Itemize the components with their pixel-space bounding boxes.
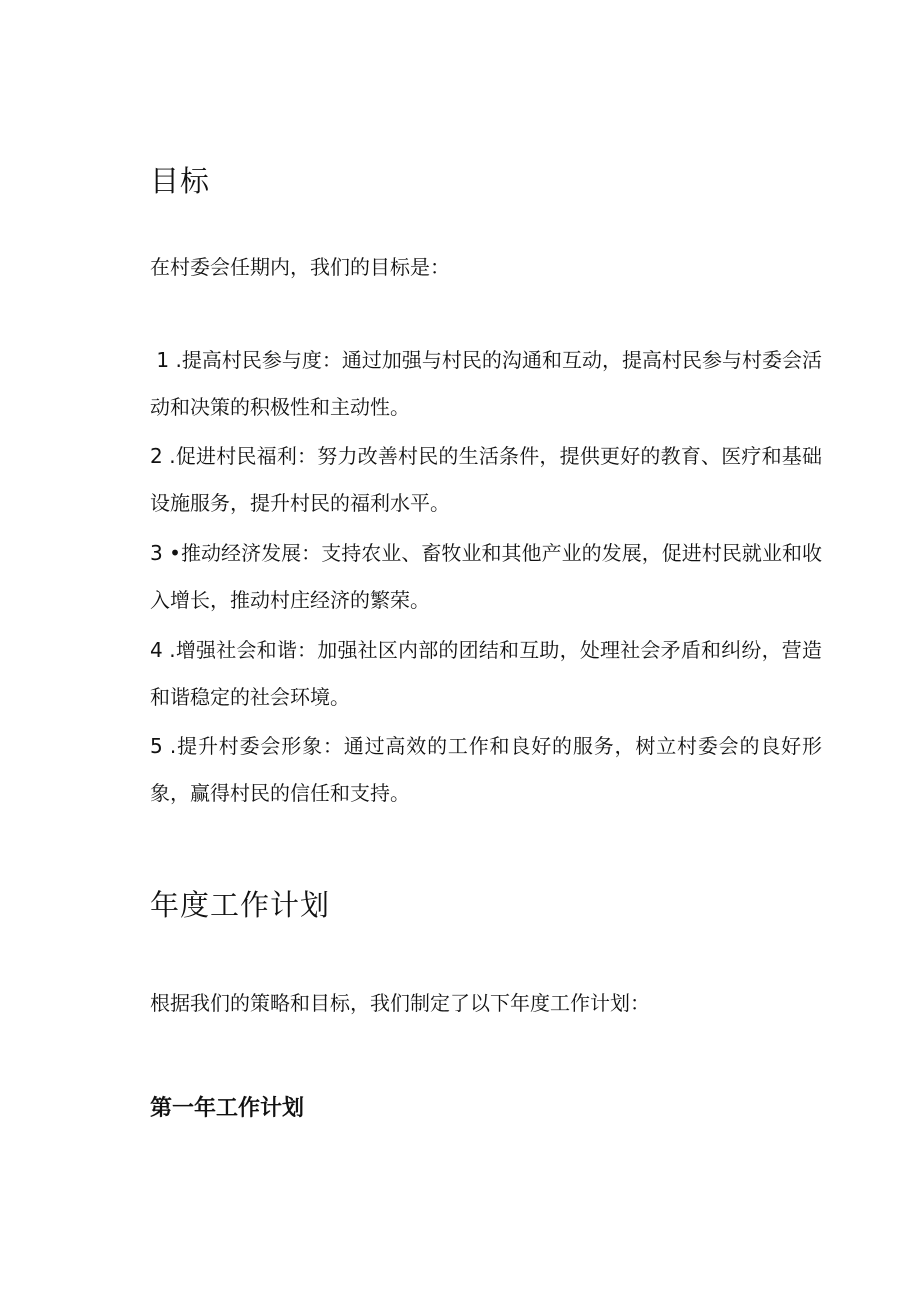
goal-item-1-sep: .: [169, 348, 182, 372]
goal-item-3-sep: •: [162, 541, 181, 565]
goal-item-5: [150, 723, 822, 817]
goal-item-5-sep: .: [162, 734, 177, 758]
goal-item-5-marker: 5: [150, 734, 163, 758]
goal-item-4-text: 增强社会和谐：加强社区内部的团结和互助，处理社会矛盾和纠纷，营造和谐稳定的社会环境。: [150, 638, 823, 709]
heading-annual-plan: 年度工作计划: [150, 888, 331, 922]
heading-first-year-plan: 第一年工作计划: [150, 1096, 305, 1121]
goal-item-5-text: 提升村委会形象：通过高效的工作和良好的服务，树立村委会的良好形象，赢得村民的信任和支持。: [150, 734, 822, 805]
goal-item-4-marker: 4: [150, 638, 163, 662]
goal-item-2-sep: .: [162, 444, 176, 468]
heading-goals: 目标: [150, 164, 211, 198]
goal-item-2-text: 促进村民福利：努力改善村民的生活条件，提供更好的教育、医疗和基础设施服务，提升村民的福利水平。: [150, 444, 823, 515]
goal-item-4-sep: .: [162, 638, 176, 662]
goal-item-1-marker: 1: [156, 348, 170, 372]
annual-plan-intro: 根据我们的策略和目标，我们制定了以下年度工作计划：: [150, 991, 650, 1015]
goal-item-2: [150, 433, 822, 527]
goal-item-1-text: 提高村民参与度：通过加强与村民的沟通和互动，提高村民参与村委会活动和决策的积极性和主动性。: [150, 348, 823, 419]
goal-item-2-marker: 2: [150, 444, 163, 468]
goal-item-3: [150, 530, 822, 624]
goal-item-1: [150, 337, 822, 431]
goal-item-3-marker: 3: [150, 541, 163, 565]
goal-item-4: [150, 627, 822, 721]
goal-item-3-text: 推动经济发展：支持农业、畜牧业和其他产业的发展，促进村民就业和收入增长，推动村庄经济的繁荣。: [150, 541, 823, 612]
goals-intro: 在村委会任期内，我们的目标是：: [150, 255, 450, 279]
